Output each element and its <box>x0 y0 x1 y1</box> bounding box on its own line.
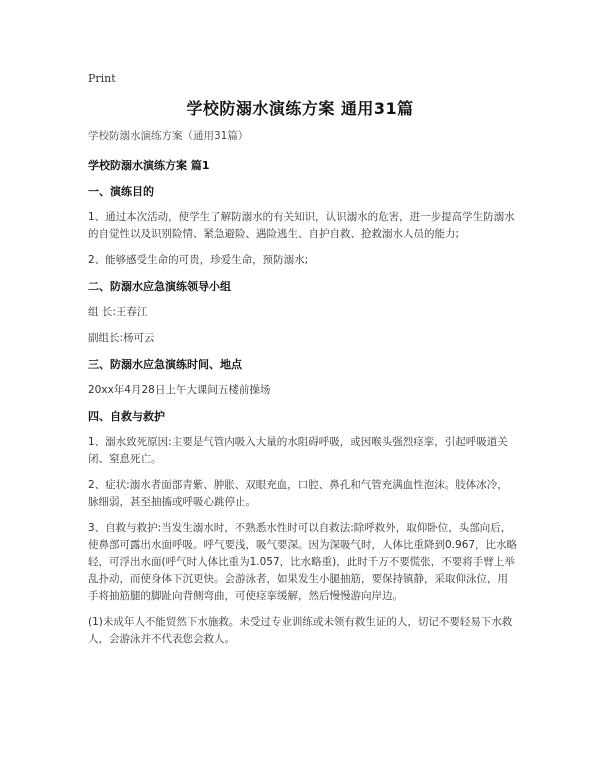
document-body <box>88 128 518 657</box>
heading-purpose: 一、演练目的 <box>88 185 154 198</box>
paragraph: 1、溺水致死原因:主要是气管内吸入大量的水阻碍呼吸，或因喉头强烈痉挛，引起呼吸道关闭、窒息死亡。 <box>88 436 508 465</box>
paragraph: 1、通过本次活动，使学生了解防溺水的有关知识，认识溺水的危害，进一步提高学生防溺水的自觉性以及识别险情、紧急避险、遇险逃生、自护自救、抢救溺水人员的能力; <box>88 211 515 240</box>
paragraph: 20xx年4月28日上午大课间五楼前操场 <box>88 384 271 396</box>
section-title: 学校防溺水演练方案 篇1 <box>88 159 210 172</box>
heading-leadership: 二、防溺水应急演练领导小组 <box>88 280 231 293</box>
paragraph: (1)未成年人不能贸然下水施救。未受过专业训练或未领有救生证的人，切记不要轻易下水救人，会游泳并不代表您会救人。 <box>88 616 513 645</box>
document-subtitle: 学校防溺水演练方案（通用31篇） <box>88 130 249 142</box>
paragraph: 2、能够感受生命的可贵，珍爱生命，预防溺水; <box>88 254 309 266</box>
print-label: Print <box>88 72 116 85</box>
heading-time-place: 三、防溺水应急演练时间、地点 <box>88 358 242 371</box>
paragraph: 组 长:王春江 <box>88 306 148 318</box>
paragraph: 副组长:杨可云 <box>88 332 155 344</box>
document-title: 学校防溺水演练方案 通用31篇 <box>186 99 414 118</box>
paragraph: 2、症状:溺水者面部青紫、肿胀、双眼充血，口腔、鼻孔和气管充满血性泡沫。肢体冰冷，脉细弱，甚至抽搐或呼吸心跳停止。 <box>88 479 508 508</box>
paragraph: 3、自救与救护:当发生溺水时，不熟悉水性时可以自救法:除呼救外，取仰卧位，头部向后，使鼻部可露出水面呼吸。呼气要浅，吸气要深。因为深吸气时，人体比重降到0.967，比水略轻，可浮出水面(呼气时人体比重为1.057，比水略重)，此时千万不要慌张，不要将手臂上举乱扑动，而使身体下沉更快。会游泳者，如果发生小腿抽筋，要保持镇静，采取仰泳位，用手将抽筋腿的脚趾向背侧弯曲，可使痉挛缓解，然后慢慢游向岸边。 <box>88 522 518 602</box>
heading-rescue: 四、自救与救护 <box>88 410 165 423</box>
